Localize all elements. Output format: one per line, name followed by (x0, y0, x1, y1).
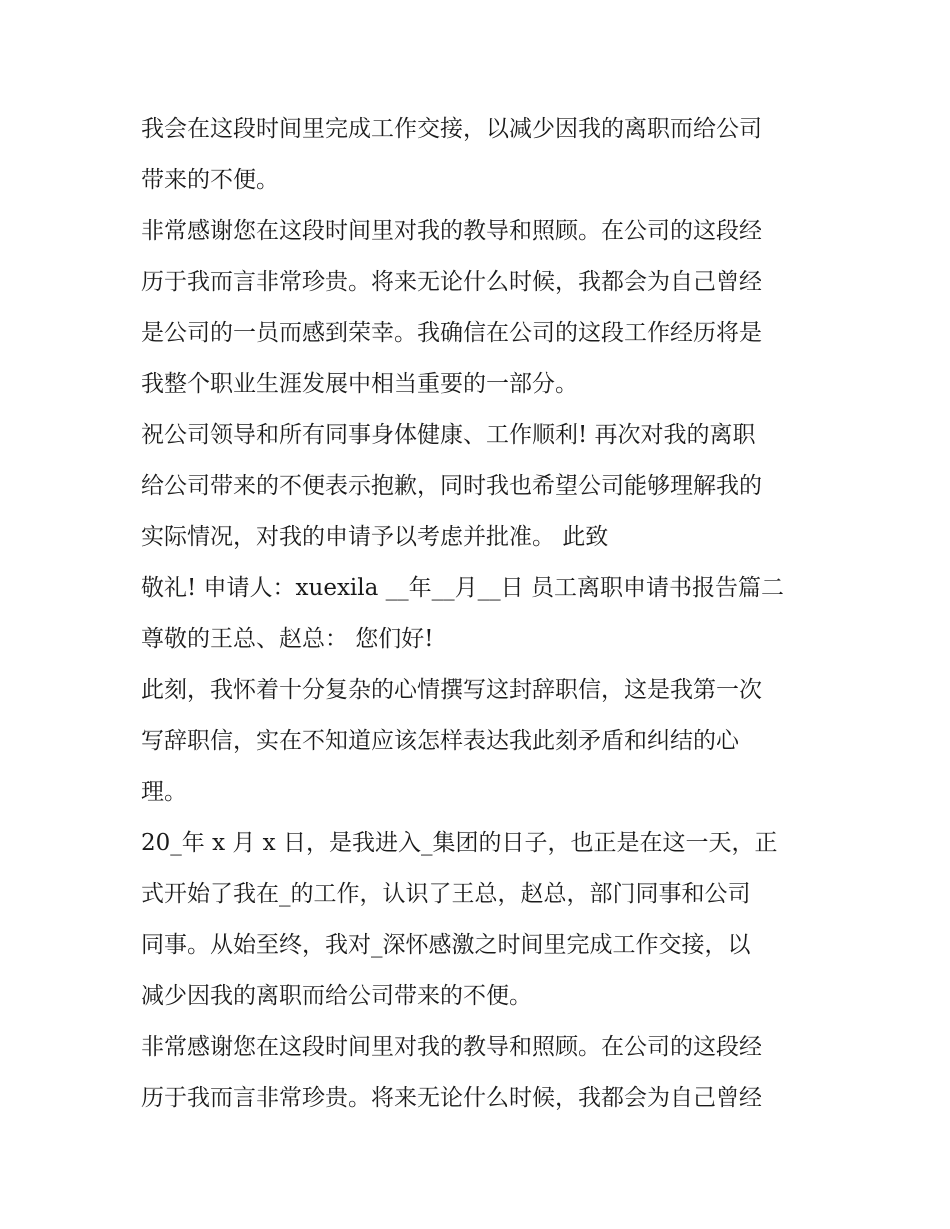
document-body (141, 104, 821, 1124)
text-line: 同事。从始至终，我对_深怀感激之时间里完成工作交接，以 (141, 932, 751, 958)
text-line: 非常感谢您在这段时间里对我的教导和照顾。在公司的这段经 (141, 1034, 762, 1060)
text-line: 尊敬的王总、赵总： 您们好! (141, 626, 434, 652)
text-line: 实际情况，对我的申请予以考虑并批准。 此致 (141, 524, 609, 550)
text-line: 我整个职业生涯发展中相当重要的一部分。 (141, 371, 578, 397)
text-line: 历于我而言非常珍贵。将来无论什么时候，我都会为自己曾经 (141, 1085, 762, 1111)
text-line: 祝公司领导和所有同事身体健康、工作顺利! 再次对我的离职 (141, 422, 756, 448)
text-line: 非常感谢您在这段时间里对我的教导和照顾。在公司的这段经 (141, 218, 762, 244)
text-line: 带来的不便。 (141, 167, 279, 193)
text-line: 历于我而言非常珍贵。将来无论什么时候，我都会为自己曾经 (141, 269, 762, 295)
text-line: 写辞职信，实在不知道应该怎样表达我此刻矛盾和纠结的心 (141, 728, 739, 754)
text-line: 20_年 x 月 x 日，是我进入_集团的日子，也正是在这一天，正 (141, 830, 778, 856)
text-line: 减少因我的离职而给公司带来的不便。 (141, 983, 532, 1009)
text-line: 理。 (141, 779, 187, 805)
text-line: 是公司的一员而感到荣幸。我确信在公司的这段工作经历将是 (141, 320, 762, 346)
text-line: 此刻，我怀着十分复杂的心情撰写这封辞职信，这是我第一次 (141, 677, 762, 703)
text-line: 我会在这段时间里完成工作交接，以减少因我的离职而给公司 (141, 116, 762, 142)
text-line: 式开始了我在_的工作，认识了王总，赵总，部门同事和公司 (141, 881, 751, 907)
text-line: 敬礼! 申请人：xuexila __年__月__日 员工离职申请书报告篇二 (141, 575, 784, 601)
text-line: 给公司带来的不便表示抱歉，同时我也希望公司能够理解我的 (141, 473, 762, 499)
